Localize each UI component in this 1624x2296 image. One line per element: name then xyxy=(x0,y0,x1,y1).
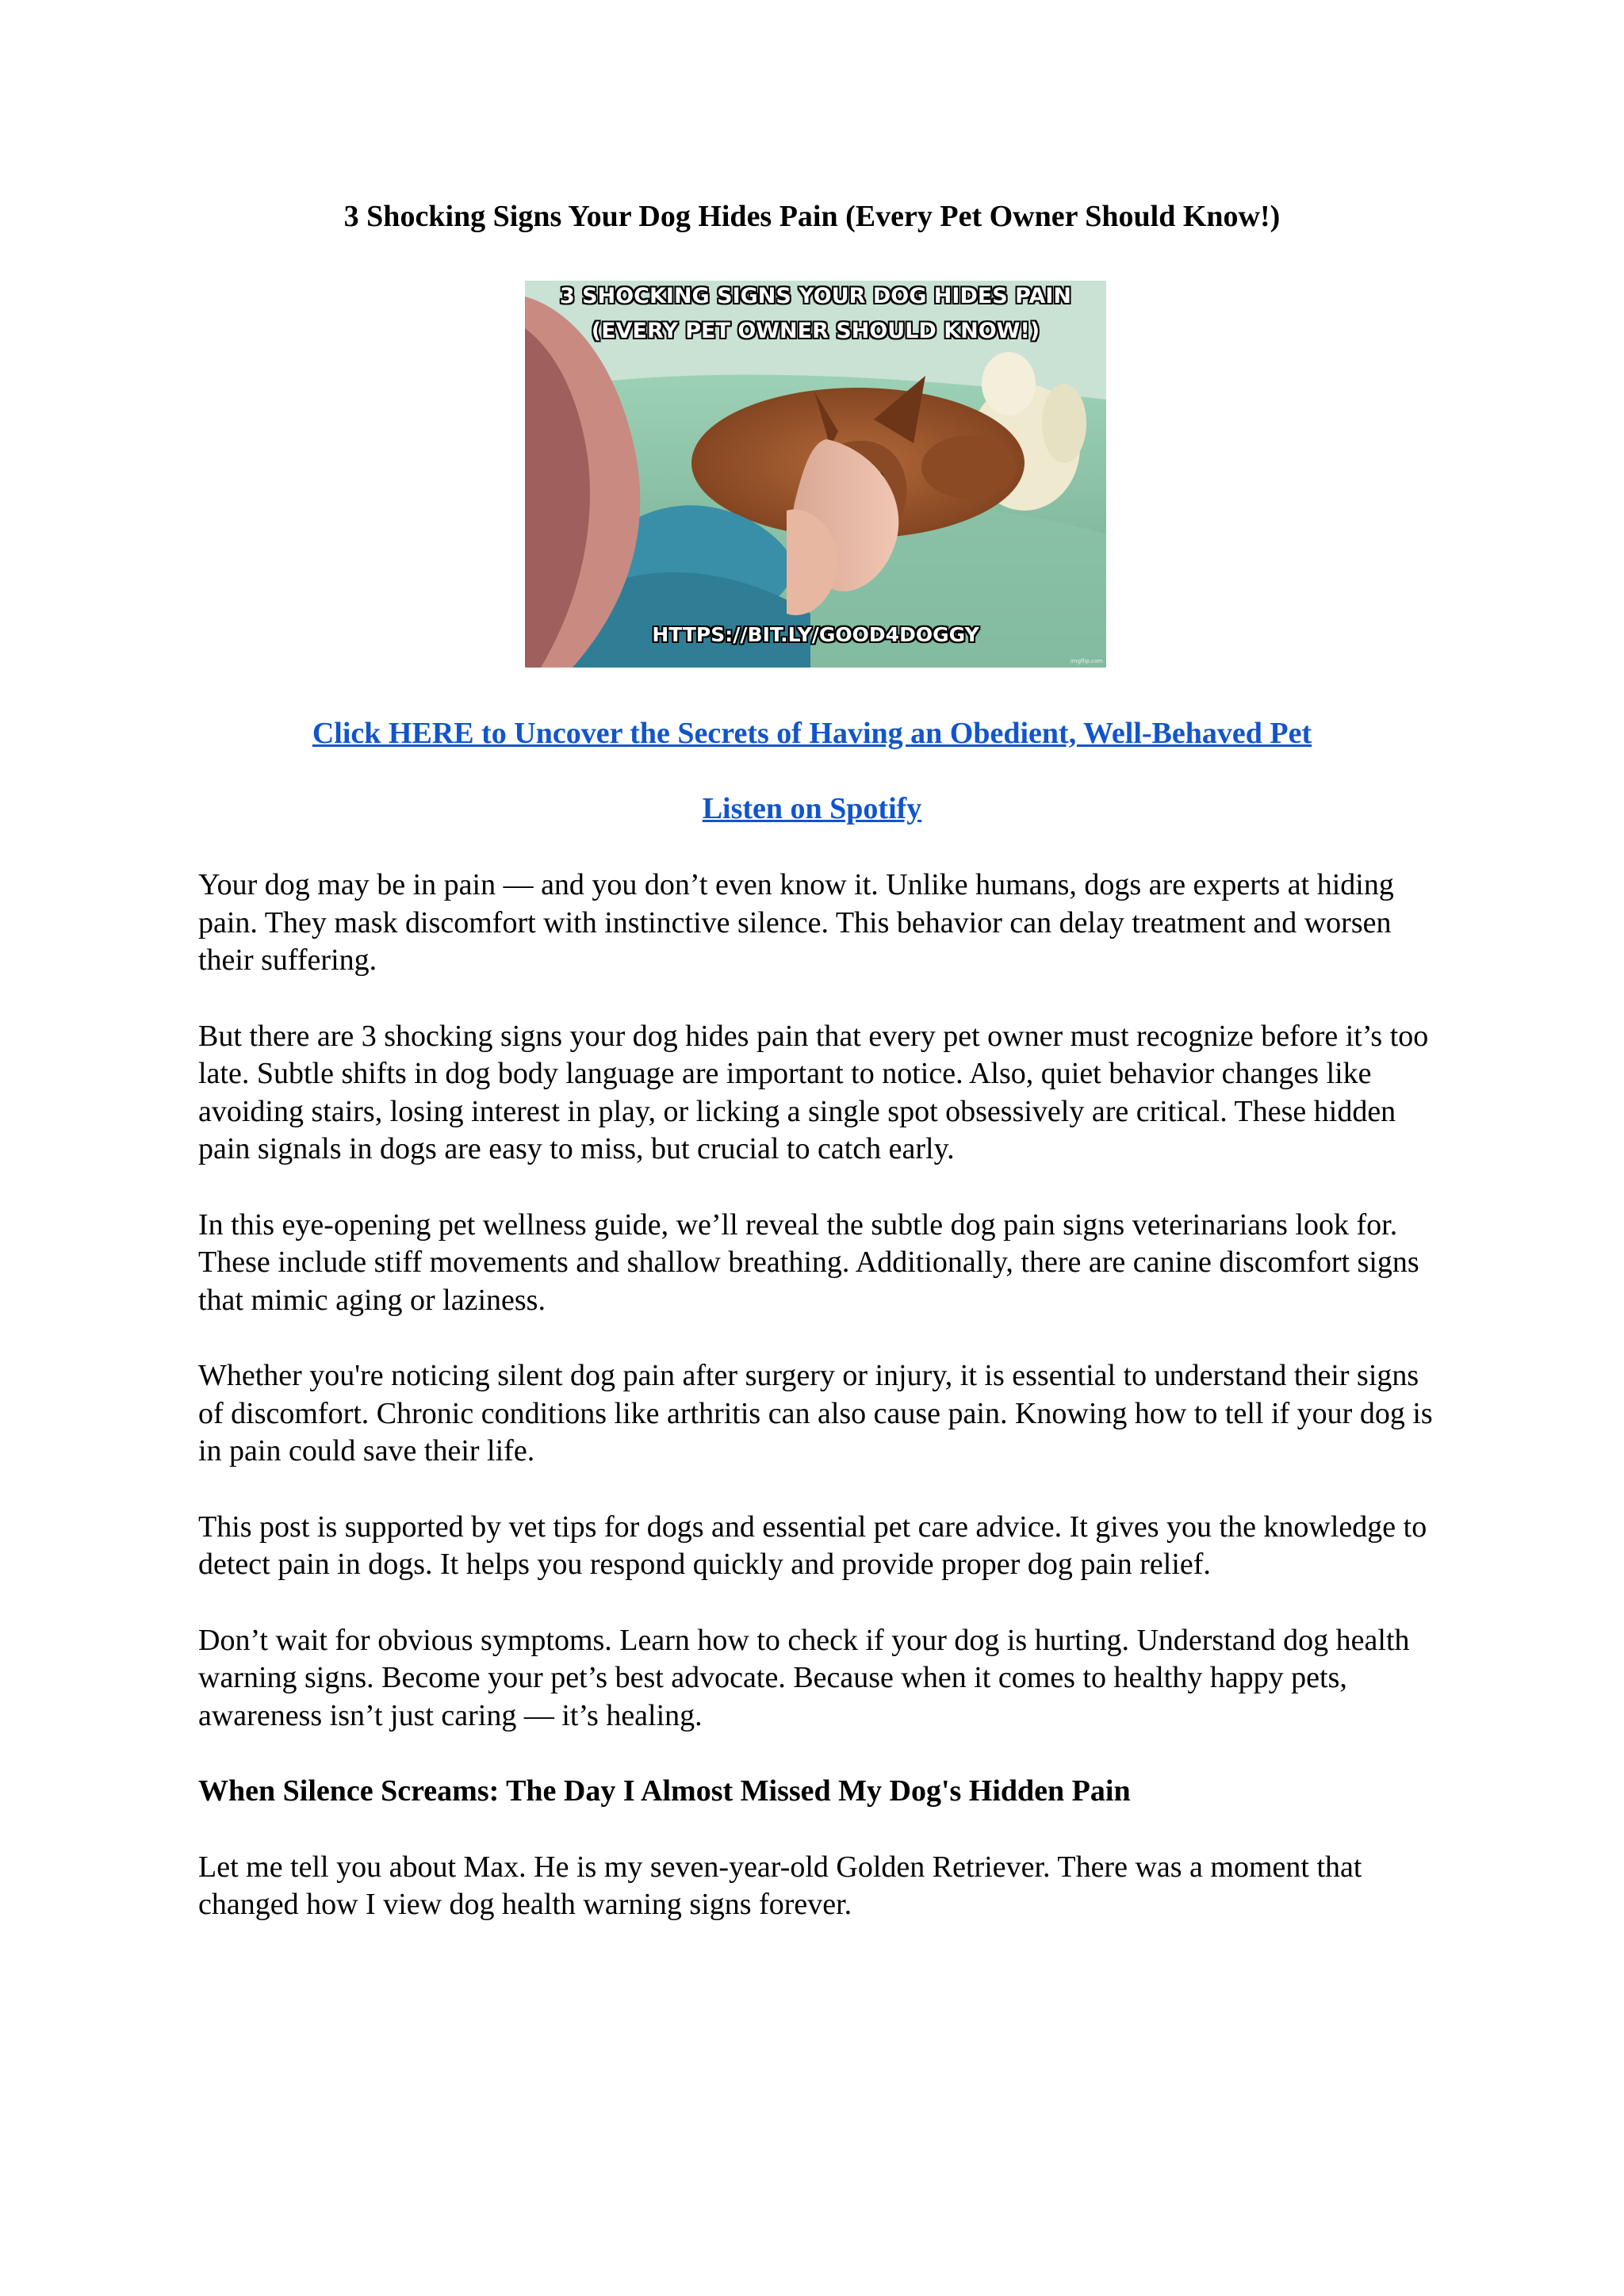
closing-paragraph: Let me tell you about Max. He is my seven-year-old Golden Retriever. There was a moment that changed how I view dog health warning signs forever. xyxy=(198,1850,1362,1921)
hero-url-text: HTTPS://BIT.LY/GOOD4DOGGY xyxy=(652,623,979,646)
hero-watermark: imgflip.com xyxy=(1070,658,1103,664)
paragraph-5: This post is supported by vet tips for dogs and essential pet care advice. It gives you the knowledge to detect pain in dogs. It helps you respond quickly and provide proper dog pain relief. xyxy=(198,1510,1427,1581)
section-heading: When Silence Screams: The Day I Almost Missed My Dog's Hidden Pain xyxy=(198,1774,1131,1808)
paragraph-1: Your dog may be in pain — and you don’t even know it. Unlike humans, dogs are experts at hiding pain. They mask discomfort with instinctive silence. This behavior can delay treatment and worsen their suffering. xyxy=(198,868,1394,977)
hero-image xyxy=(525,281,1106,668)
paragraph-4: Whether you're noticing silent dog pain after surgery or injury, it is essential to understand their signs of discomfort. Chronic conditions like arthritis can also cause pain. Knowing how to tell if your dog is in pain could save their life. xyxy=(198,1359,1433,1468)
hero-banner-line1: 3 SHOCKING SIGNS YOUR DOG HIDES PAIN xyxy=(560,284,1071,308)
paragraph-2: But there are 3 shocking signs your dog hides pain that every pet owner must recognize before it’s too late. Subtle shifts in dog body language are important to notice. Also, quiet behavior changes like avoiding stairs, losing interest in play, or licking a single spot obsessively are critical. These hidden pain signals in dogs are easy to miss, but crucial to catch early. xyxy=(198,1019,1429,1165)
document-title: 3 Shocking Signs Your Dog Hides Pain (Every Pet Owner Should Know!) xyxy=(343,200,1281,233)
hero-banner-line2: (EVERY PET OWNER SHOULD KNOW!) xyxy=(591,319,1040,343)
promo-link[interactable]: Click HERE to Uncover the Secrets of Having an Obedient, Well-Behaved Pet xyxy=(312,717,1312,750)
spotify-link[interactable]: Listen on Spotify xyxy=(702,792,922,825)
paragraph-3: In this eye-opening pet wellness guide, we’ll reveal the subtle dog pain signs veterinarians look for. These include stiff movements and shallow breathing. Additionally, there are canine discomfort signs that mimic aging or laziness. xyxy=(198,1207,1419,1317)
article-body xyxy=(198,867,1435,1962)
paragraph-6: Don’t wait for obvious symptoms. Learn how to check if your dog is hurting. Understand dog health warning signs. Become your pet’s best advocate. Because when it comes to healthy happy pets, awareness isn’t just caring — it’s healing. xyxy=(198,1623,1410,1732)
